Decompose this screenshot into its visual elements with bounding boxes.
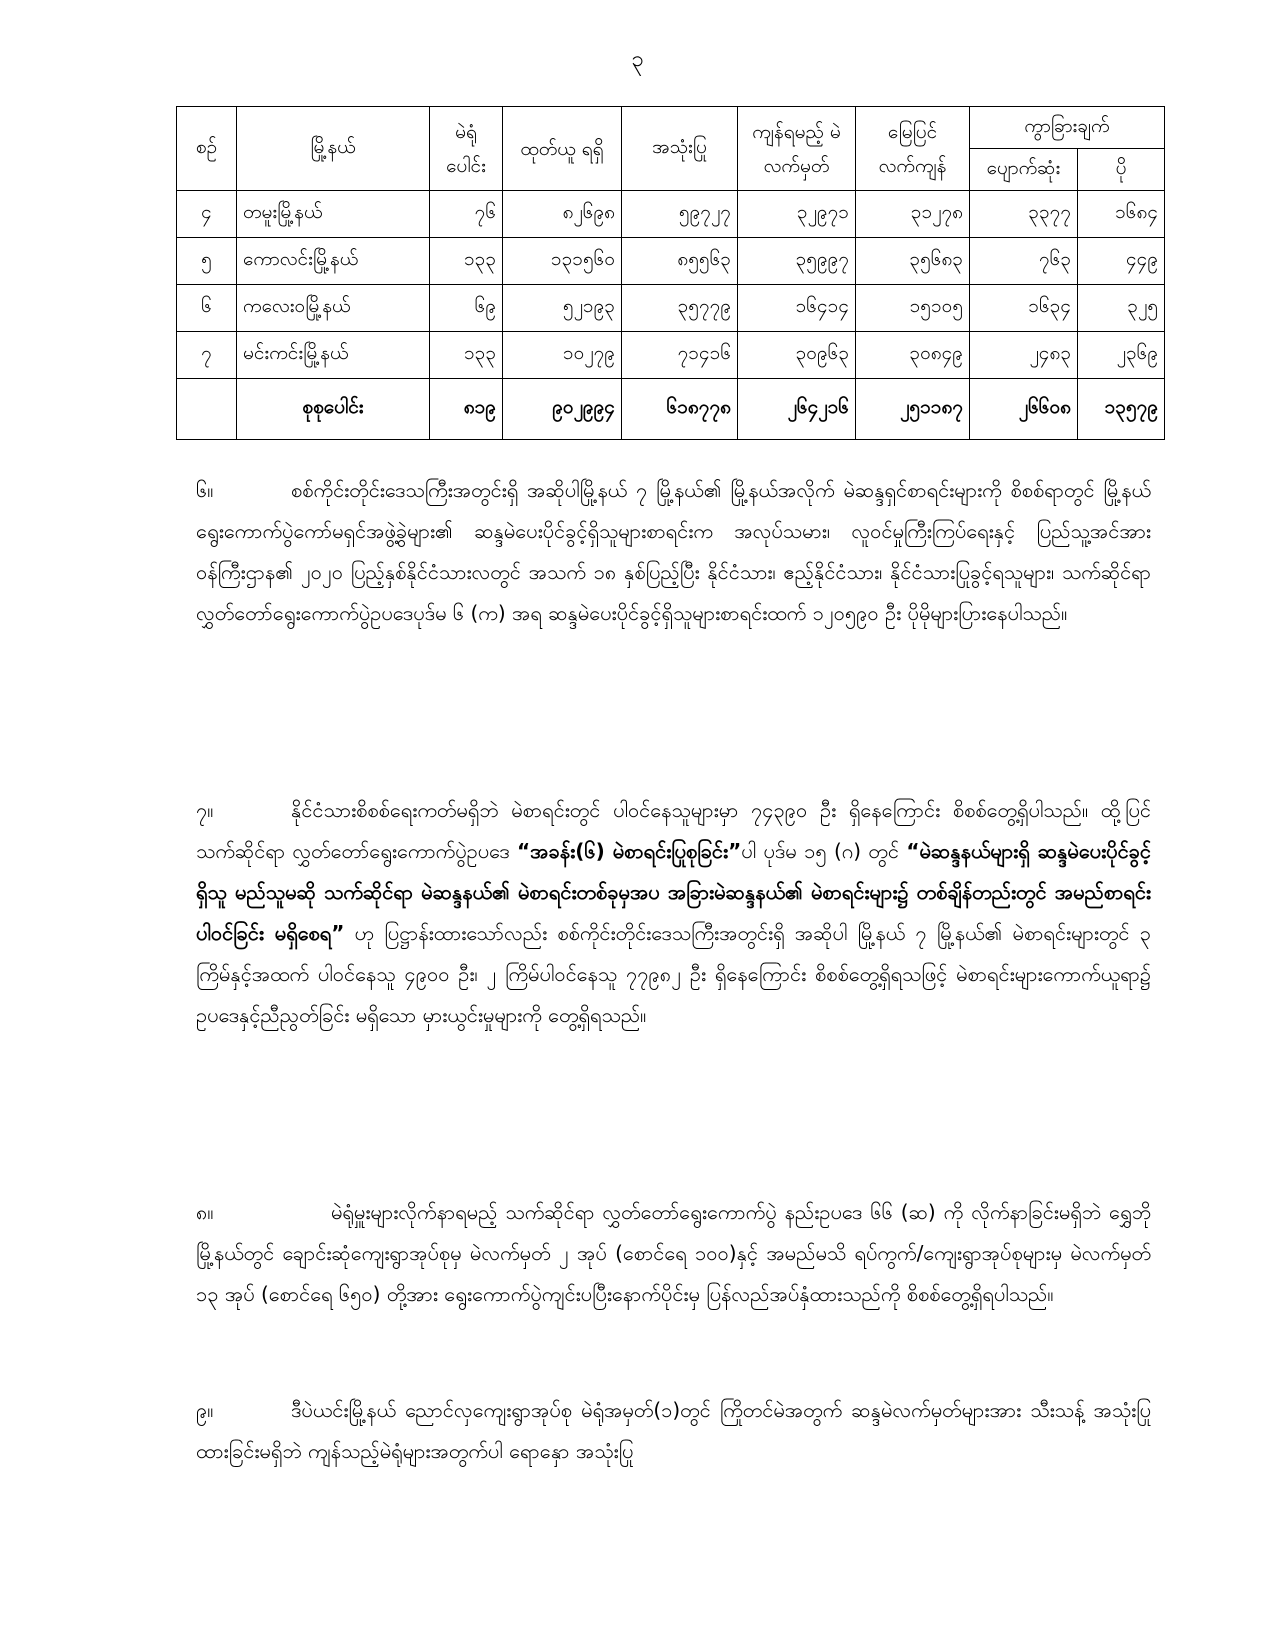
cell-less: ၇၆၃ xyxy=(970,238,1078,285)
paragraph-number: ၉။ xyxy=(196,1398,214,1422)
cell-stations: ၁၃၃ xyxy=(430,238,503,285)
cell-township: မင်းကင်းမြို့နယ် xyxy=(237,332,430,379)
cell-more: ၄၄၉ xyxy=(1078,238,1165,285)
total-row xyxy=(177,379,1165,440)
cell-used: ၃၅၇၇၉ xyxy=(622,285,738,332)
header-actual: မြေပြင် လက်ကျန် xyxy=(856,107,970,191)
cell-township: တမူးမြို့နယ် xyxy=(237,191,430,238)
header-no: စဉ် xyxy=(177,107,237,191)
table-row xyxy=(177,285,1165,332)
cell-township: ကောလင်းမြို့နယ် xyxy=(237,238,430,285)
cell-used: ၈၅၅၆၃ xyxy=(622,238,738,285)
cell-actual: ၃၅၆၈၃ xyxy=(856,238,970,285)
paragraph-number: ၈။ xyxy=(196,1200,214,1224)
legal-quote: “မဲဆန္ဒနယ်များရှိ ဆန္ဒမဲပေးပိုင်ခွင့်ရှိသူ မည်သူမဆို သက်ဆိုင်ရာ မဲဆန္ဒနယ်၏ မဲစာရင်းတစ်ခုမှအပ အခြားမဲဆန္ဒနယ်၏ မဲစာရင်းများ၌ တစ်ချိန်တည်းတွင် အမည်စာရင်း ပါဝင်ခြင်း မရှိစေရ” xyxy=(196,839,1152,945)
cell-total-used: ၆၁၈၇၇၈ xyxy=(622,379,738,440)
cell-total-received: ၉၀၂၉၉၄ xyxy=(503,379,622,440)
cell-total-actual: ၂၅၁၁၈၇ xyxy=(856,379,970,440)
cell-remaining: ၃၀၉၆၃ xyxy=(738,332,856,379)
table-row xyxy=(177,238,1165,285)
cell-total-label: စုစုပေါင်း xyxy=(237,379,430,440)
cell-actual: ၃၁၂၇၈ xyxy=(856,191,970,238)
cell-received: ၈၂၆၉၈ xyxy=(503,191,622,238)
page-number: ၃ xyxy=(631,47,644,72)
cell-more: ၂၃၆၉ xyxy=(1078,332,1165,379)
cell-total-remaining: ၂၆၄၂၁၆ xyxy=(738,379,856,440)
cell-more: ၁၆၈၄ xyxy=(1078,191,1165,238)
header-more: ပို xyxy=(1078,149,1165,191)
cell-total-stations: ၈၁၉ xyxy=(430,379,503,440)
cell-less: ၁၆၃၄ xyxy=(970,285,1078,332)
cell-no: ၆ xyxy=(177,285,237,332)
header-stations: မဲရုံ ပေါင်း xyxy=(430,107,503,191)
header-used: အသုံးပြု xyxy=(622,107,738,191)
paragraph-7 xyxy=(196,790,1151,1036)
cell-no xyxy=(177,379,237,440)
table-row xyxy=(177,332,1165,379)
table-row xyxy=(177,191,1165,238)
cell-used: ၅၉၇၂၇ xyxy=(622,191,738,238)
cell-less: ၃၃၇၇ xyxy=(970,191,1078,238)
cell-no: ၅ xyxy=(177,238,237,285)
cell-used: ၇၁၄၁၆ xyxy=(622,332,738,379)
header-township: မြို့နယ် xyxy=(237,107,430,191)
cell-no: ၇ xyxy=(177,332,237,379)
paragraph-number: ၇။ xyxy=(196,798,214,822)
cell-township: ကလေးဝမြို့နယ် xyxy=(237,285,430,332)
cell-no: ၄ xyxy=(177,191,237,238)
legal-quote: “အခန်း(၆) မဲစာရင်းပြုစုခြင်း” xyxy=(517,839,742,863)
paragraph-text: မဲရုံမှူးများလိုက်နာရမည့် သက်ဆိုင်ရာ လွှတ်တော်ရွေးကောက်ပွဲ နည်းဥပဒေ ၆၆ (ဆ) ကို လိုက်နာခြင်းမရှိဘဲ ရွှေဘိုမြို့နယ်တွင် ချောင်းဆုံကျေးရွာအုပ်စုမှ မဲလက်မှတ် ၂ အုပ် (စောင်ရေ ၁၀၀)နှင့် အမည်မသိ ရပ်ကွက်/ကျေးရွာအုပ်စုများမှ မဲလက်မှတ် ၁၃ အုပ် (စောင်ရေ ၆၅၀) တို့အား ရွေးကောက်ပွဲကျင်းပပြီးနောက်ပိုင်းမှ ပြန်လည်အပ်နှံထားသည်ကို စိစစ်တွေ့ရှိရပါသည်။ xyxy=(196,1200,1151,1306)
header-received: ထုတ်ယူ ရရှိ xyxy=(503,107,622,191)
cell-less: ၂၄၈၃ xyxy=(970,332,1078,379)
cell-actual: ၁၅၁၀၅ xyxy=(856,285,970,332)
cell-total-more: ၁၃၅၇၉ xyxy=(1078,379,1165,440)
paragraph-text: ပါ ပုဒ်မ ၁၅ (ဂ) တွင် xyxy=(741,839,907,863)
cell-stations: ၆၉ xyxy=(430,285,503,332)
cell-received: ၁၃၁၅၆၀ xyxy=(503,238,622,285)
paragraph-text: ဟု ပြဋ္ဌာန်းထားသော်လည်း စစ်ကိုင်းတိုင်းဒေသကြီးအတွင်းရှိ အဆိုပါ မြို့နယ် ၇ မြို့နယ်၏ မဲစာရင်းများတွင် ၃ ကြိမ်နှင့်အထက် ပါဝင်နေသူ ၄၉၀၀ ဦး၊ ၂ ကြိမ်ပါဝင်နေသူ ၇၇၉၈၂ ဦး ရှိနေကြောင်း စိစစ်တွေ့ရှိရသဖြင့် မဲစာရင်းများကောက်ယူရာ၌ ဥပဒေနှင့်ညီညွတ်ခြင်း မရှိသော မှားယွင်းမှုများကို တွေ့ရှိရသည်။ xyxy=(196,921,1151,1027)
cell-actual: ၃၀၈၄၉ xyxy=(856,332,970,379)
paragraph-text: နိုင်ငံသားစိစစ်ရေးကတ်မရှိဘဲ မဲစာရင်းတွင် ပါဝင်နေသူများမှာ ၇၄၃၉၀ ဦး ရှိနေကြောင်း စိစစ်တွေ့ရှိပါသည်။ ထို့ပြင် သက်ဆိုင်ရာ လွှတ်တော်ရွေးကောက်ပွဲဥပဒေ xyxy=(196,798,1151,863)
paragraph-9 xyxy=(196,1390,1151,1472)
paragraph-text: ဒီပဲယင်းမြို့နယ် ညောင်လှကျေးရွာအုပ်စု မဲရုံအမှတ်(၁)တွင် ကြိုတင်မဲအတွက် ဆန္ဒမဲလက်မှတ်များအား သီးသန့် အသုံးပြုထားခြင်းမရှိဘဲ ကျန်သည့်မဲရုံများအတွက်ပါ ရောနှော အသုံးပြု xyxy=(196,1398,1151,1463)
cell-received: ၁၀၂၇၉ xyxy=(503,332,622,379)
cell-more: ၃၂၅ xyxy=(1078,285,1165,332)
paragraph-6 xyxy=(196,470,1151,634)
ballot-statistics-table xyxy=(176,106,1165,440)
header-difference: ကွာခြားချက် xyxy=(970,107,1165,149)
paragraph-8 xyxy=(196,1192,1151,1315)
header-remaining: ကျန်ရမည့် မဲလက်မှတ် xyxy=(738,107,856,191)
paragraph-text: စစ်ကိုင်းတိုင်းဒေသကြီးအတွင်းရှိ အဆိုပါမြို့နယ် ၇ မြို့နယ်၏ မြို့နယ်အလိုက် မဲဆန္ဒရှင်စာရင်းများကို စိစစ်ရာတွင် မြို့နယ်ရွေးကောက်ပွဲကော်မရှင်အဖွဲ့ခွဲများ၏ ဆန္ဒမဲပေးပိုင်ခွင့်ရှိသူများစာရင်းက အလုပ်သမား၊ လူဝင်မှုကြီးကြပ်ရေးနှင့် ပြည်သူ့အင်အားဝန်ကြီးဌာန၏ ၂၀၂၀ ပြည့်နှစ်နိုင်ငံသားလတွင် အသက် ၁၈ နှစ်ပြည့်ပြီး နိုင်ငံသား၊ ဧည့်နိုင်ငံသား၊ နိုင်ငံသားပြုခွင့်ရသူများ၊ သက်ဆိုင်ရာ လွှတ်တော်ရွေးကောက်ပွဲဥပဒေပုဒ်မ ၆ (က) အရ ဆန္ဒမဲပေးပိုင်ခွင့်ရှိသူများစာရင်းထက် ၁၂၀၅၉၀ ဦး ပိုမိုများပြားနေပါသည်။ xyxy=(196,478,1151,625)
cell-stations: ၁၃၃ xyxy=(430,332,503,379)
header-less: ပျောက်ဆုံး xyxy=(970,149,1078,191)
cell-total-less: ၂၆၆၀၈ xyxy=(970,379,1078,440)
cell-remaining: ၃၂၉၇၁ xyxy=(738,191,856,238)
cell-received: ၅၂၁၉၃ xyxy=(503,285,622,332)
cell-stations: ၇၆ xyxy=(430,191,503,238)
paragraph-number: ၆။ xyxy=(196,478,214,502)
cell-remaining: ၃၅၉၉၇ xyxy=(738,238,856,285)
cell-remaining: ၁၆၄၁၄ xyxy=(738,285,856,332)
